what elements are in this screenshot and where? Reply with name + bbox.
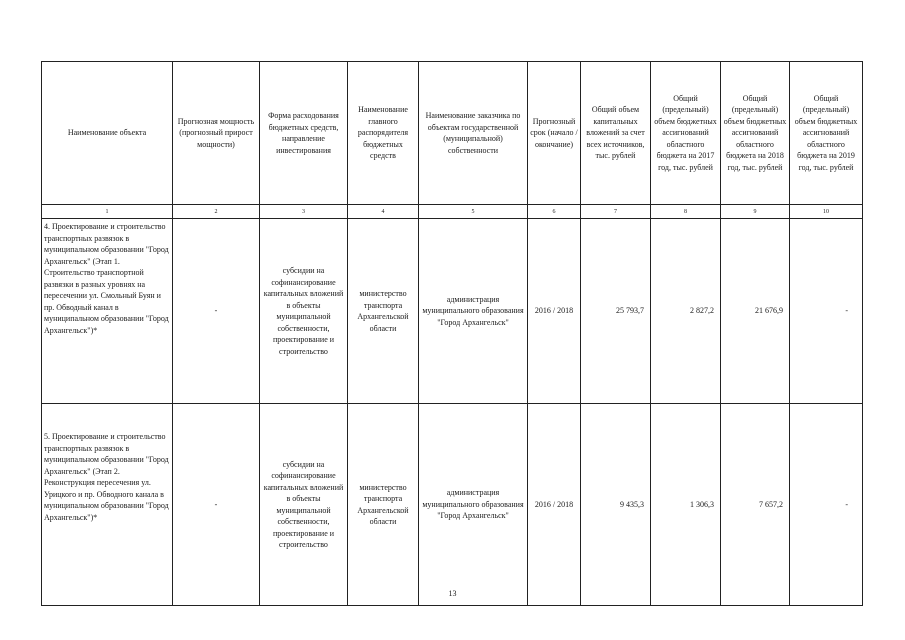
- term-cell: 2016 / 2018: [528, 219, 581, 404]
- budget-2019-cell: -: [790, 219, 863, 404]
- customer-cell: администрация муниципального образования "Город Архангельск": [419, 404, 528, 606]
- header-cell-name: Наименование объекта: [42, 62, 173, 205]
- object-name-cell: 5. Проектирование и строительство транспортных развязок в муниципальном образовании "Город Архангельск" (Этап 2. Реконструкция пересечения ул. Урицкого и пр. Обводного канала в муниципальном образовании "Город Архангельск")*: [42, 404, 173, 606]
- header-cell-total: Общий объем капитальных вложений за счет всех источников, тыс. рублей: [581, 62, 651, 205]
- header-cell-customer: Наименование заказчика по объектам государственной (муниципальной) собственности: [419, 62, 528, 205]
- page-number: 13: [448, 589, 457, 598]
- budget-2017-cell: 2 827,2: [651, 219, 721, 404]
- total-cell: 25 793,7: [581, 219, 651, 404]
- distributor-cell: министерство транспорта Архангельской области: [348, 404, 419, 606]
- form-cell: субсидии на софинансирование капитальных вложений в объекты муниципальной собственности, проектирование и строительство: [260, 219, 348, 404]
- column-number: 6: [528, 205, 581, 219]
- capacity-cell: -: [173, 404, 260, 606]
- capacity-cell: -: [173, 219, 260, 404]
- column-number-row: [42, 205, 863, 219]
- column-number: 7: [581, 205, 651, 219]
- header-cell-2017: Общий (предельный) объем бюджетных ассигнований областного бюджета на 2017 год, тыс. рублей: [651, 62, 721, 205]
- column-number: 1: [42, 205, 173, 219]
- header-cell-form: Форма расходования бюджетных средств, направление инвестирования: [260, 62, 348, 205]
- header-cell-distributor: Наименование главного распорядителя бюджетных средств: [348, 62, 419, 205]
- budget-2019-cell: -: [790, 404, 863, 606]
- table-row: [42, 219, 863, 404]
- customer-cell: администрация муниципального образования "Город Архангельск": [419, 219, 528, 404]
- term-cell: 2016 / 2018: [528, 404, 581, 606]
- column-number: 5: [419, 205, 528, 219]
- column-number: 9: [721, 205, 790, 219]
- column-number: 2: [173, 205, 260, 219]
- total-cell: 9 435,3: [581, 404, 651, 606]
- column-number: 4: [348, 205, 419, 219]
- header-cell-term: Прогнозный срок (начало / окончание): [528, 62, 581, 205]
- header-cell-2018: Общий (предельный) объем бюджетных ассигнований областного бюджета на 2018 год, тыс. рублей: [721, 62, 790, 205]
- distributor-cell: министерство транспорта Архангельской области: [348, 219, 419, 404]
- budget-2018-cell: 21 676,9: [721, 219, 790, 404]
- form-cell: субсидии на софинансирование капитальных вложений в объекты муниципальной собственности, проектирование и строительство: [260, 404, 348, 606]
- investment-table: [41, 61, 863, 606]
- header-row: [42, 62, 863, 205]
- column-number: 8: [651, 205, 721, 219]
- budget-2017-cell: 1 306,3: [651, 404, 721, 606]
- header-cell-2019: Общий (предельный) объем бюджетных ассигнований областного бюджета на 2019 год, тыс. рублей: [790, 62, 863, 205]
- budget-2018-cell: 7 657,2: [721, 404, 790, 606]
- header-cell-capacity: Прогнозная мощность (прогнозный прирост мощности): [173, 62, 260, 205]
- object-name-cell: 4. Проектирование и строительство транспортных развязок в муниципальном образовании "Город Архангельск" (Этап 1. Строительство транспортной развязки в разных уровнях на пересечении ул. Смольный Буян и пр. Обводный канал в муниципальном образовании "Город Архангельск")*: [42, 219, 173, 404]
- column-number: 10: [790, 205, 863, 219]
- column-number: 3: [260, 205, 348, 219]
- table-row: [42, 404, 863, 606]
